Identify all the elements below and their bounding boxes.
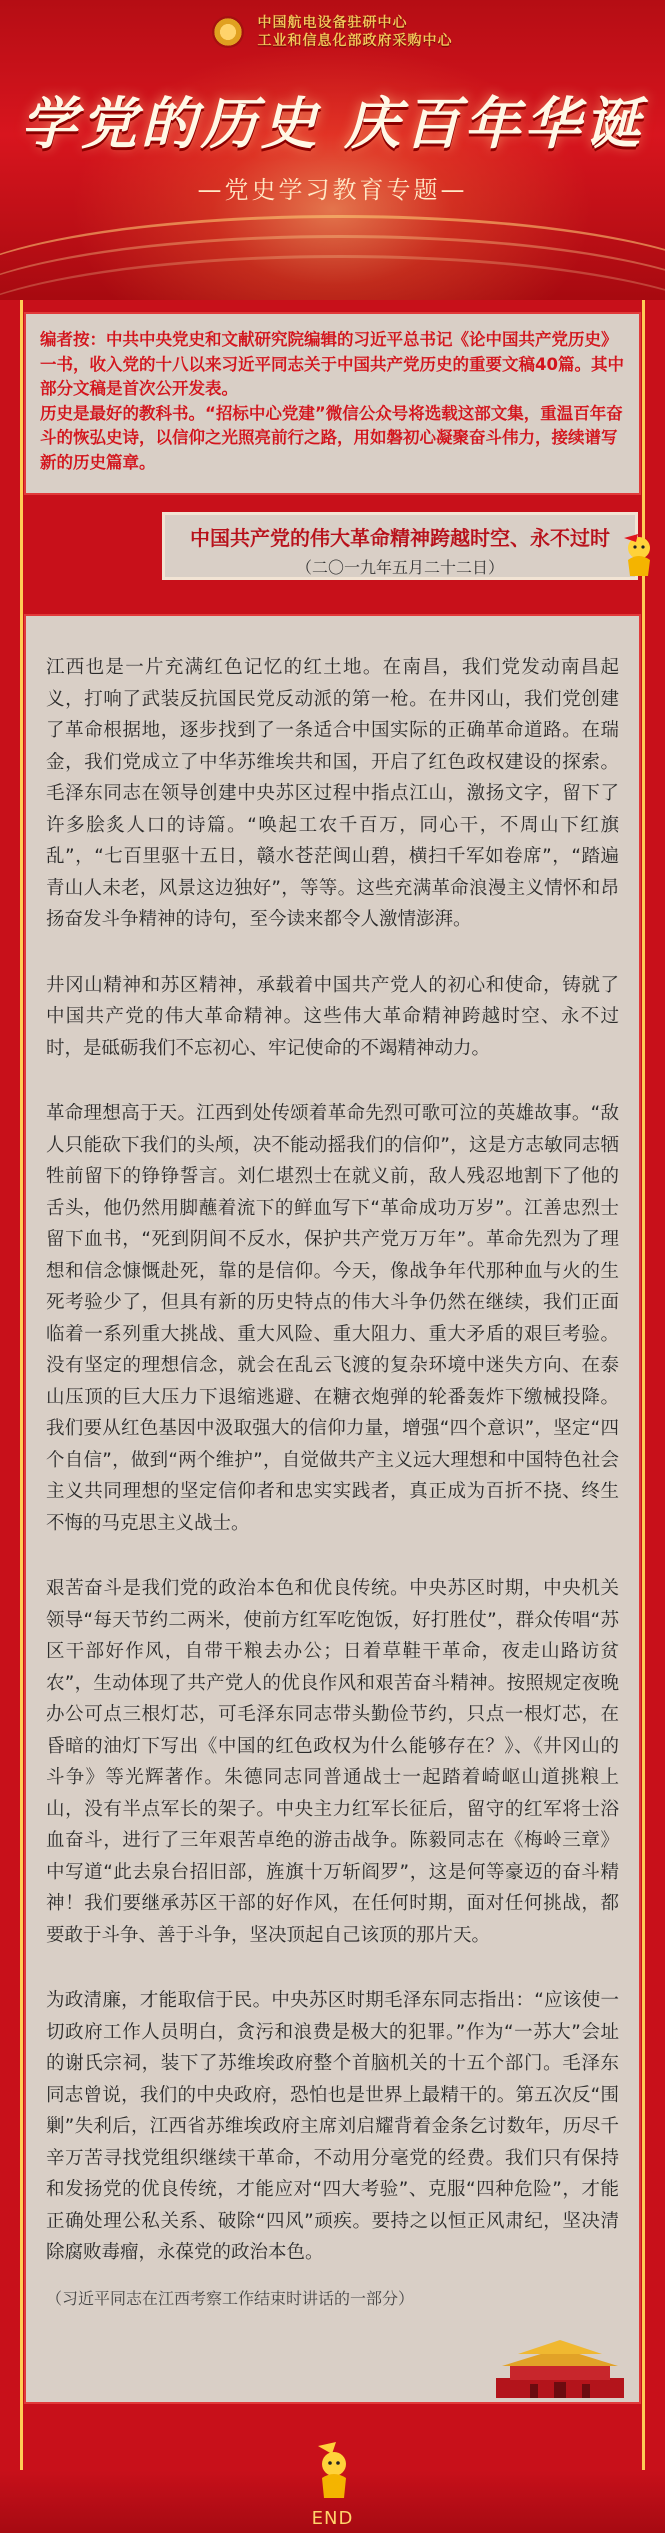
article-body xyxy=(24,614,641,2404)
speech-title-box xyxy=(160,510,640,582)
org-name-line1: 中国航电设备驻研中心 xyxy=(257,15,408,31)
end-label: END xyxy=(311,2508,354,2529)
article-paragraph: 为政清廉，才能取信于民。中央苏区时期毛泽东同志指出：“应该使一切政府工作人员明白，贪污和浪费是极大的犯罪。”作为“一苏大”会址的谢氏宗祠，装下了苏维埃政府整个首脑机关的十五个部门。毛泽东同志曾说，我们的中央政府，恐怕也是世界上最精干的。第五次反“围剿”失利后，江西省苏维埃政府主席刘启耀背着金条乞讨数年，历尽千辛万苦寻找党组织继续干革命，不动用分毫党的经费。我们只有保持和发扬党的优良传统，才能应对“四大考验”、克服“四种危险”，才能正确处理公私关系、破除“四风”顽疾。要持之以恒正风肃纪，坚决清除腐败毒瘤，永葆党的政治本色。 xyxy=(46,1990,619,2263)
page-subtitle: —党史学习教育专题— xyxy=(197,176,468,204)
editor-note-text: 编者按：中共中央党史和文献研究院编辑的习近平总书记《论中国共产党历史》一书，收入党的十八以来习近平同志关于中国共产党历史的重要文稿40篇。其中部分文稿是首次公开发表。 xyxy=(40,330,624,398)
source-note: （习近平同志在江西考察工作结束时讲话的一部分） xyxy=(46,2288,415,2308)
article-paragraph: 艰苦奋斗是我们党的政治本色和优良传统。中央苏区时期，中央机关领导“每天节约二两米，使前方红军吃饱饭，好打胜仗”，群众传唱“苏区干部好作风，自带干粮去办公；日着草鞋干革命，夜走山路访贫农”，生动体现了共产党人的优良作风和艰苦奋斗精神。按照规定夜晚办公可点三根灯芯，可毛泽东同志带头勤俭节约，只点一根灯芯，在昏暗的油灯下写出《中国的红色政权为什么能够存在？》、《井冈山的斗争》等光辉著作。朱德同志同普通战士一起踏着崎岖山道挑粮上山，没有半点军长的架子。中央主力红军长征后，留守的红军将士浴血奋斗，进行了三年艰苦卓绝的游击战争。陈毅同志在《梅岭三章》中写道“此去泉台招旧部，旌旗十万斩阎罗”，这是何等豪迈的奋斗精神！我们要继承苏区干部的好作风，在任何时期，面对任何挑战，都要敢于斗争、善于斗争，坚决顶起自己该顶的那片天。 xyxy=(46,1578,619,1946)
speech-title: 中国共产党的伟大革命精神跨越时空、永不过时 xyxy=(190,526,610,550)
article-paragraph: 江西也是一片充满红色记忆的红土地。在南昌，我们党发动南昌起义，打响了武装反抗国民党反动派的第一枪。在井冈山，我们党创建了革命根据地，逐步找到了一条适合中国实际的正确革命道路。在瑞金，我们党成立了中华苏维埃共和国，开启了红色政权建设的探索。毛泽东同志在领导创建中央苏区过程中指点江山，激扬文字，留下了许多脍炙人口的诗篇。“唤起工农千百万，同心干，不周山下红旗乱”，“七百里驱十五日，赣水苍茫闽山碧，横扫千军如卷席”，“踏遍青山人未老，风景这边独好”，等等。这些充满革命浪漫主义情怀和昂扬奋发斗争精神的诗句，至今读来都令人激情澎湃。 xyxy=(46,657,619,930)
org-name-line2: 工业和信息化部政府采购中心 xyxy=(257,33,453,49)
speech-date: （二〇一九年五月二十二日） xyxy=(295,558,504,577)
header-banner xyxy=(0,0,665,300)
end-mascot-icon xyxy=(312,2440,356,2500)
article-paragraph: 井冈山精神和苏区精神，承载着中国共产党人的初心和使命，铸就了中国共产党的伟大革命精神。这些伟大革命精神跨越时空、永不过时，是砥砺我们不忘初心、牢记使命的不竭精神动力。 xyxy=(46,974,619,1059)
editor-note xyxy=(24,312,641,495)
article-paragraph: 革命理想高于天。江西到处传颂着革命先烈可歌可泣的英雄故事。“敌人只能砍下我们的头颅，决不能动摇我们的信仰”，这是方志敏同志牺牲前留下的铮铮誓言。刘仁堪烈士在就义前，敌人残忍地割下了他的舌头，他仍然用脚蘸着流下的鲜血写下“革命成功万岁”。江善忠烈士留下血书，“死到阴间不反水，保护共产党万万年”。革命先烈为了理想和信念慷慨赴死，靠的是信仰。今天，像战争年代那种血与火的生死考验少了，但具有新的历史特点的伟大斗争仍然在继续，我们正面临着一系列重大挑战、重大风险、重大阻力、重大矛盾的艰巨考验。没有坚定的理想信念，就会在乱云飞渡的复杂环境中迷失方向、在泰山压顶的巨大压力下退缩逃避、在糖衣炮弹的轮番轰炸下缴械投降。我们要从红色基因中汲取强大的信仰力量，增强“四个意识”，坚定“四个自信”，做到“两个维护”，自觉做共产主义远大理想和中国特色社会主义共同理想的坚定信仰者和忠实实践者，真正成为百折不挠、终生不悔的马克思主义战士。 xyxy=(46,1103,619,1534)
organization-header xyxy=(0,14,665,50)
emblem-icon xyxy=(212,16,244,48)
tiananmen-icon xyxy=(490,2330,630,2400)
editor-note-text: 历史是最好的教科书。“招标中心党建”微信公众号将选载这部文集，重温百年奋斗的恢弘史诗，以信仰之光照亮前行之路，用如磐初心凝聚奋斗伟力，接续谱写新的历史篇章。 xyxy=(40,403,623,472)
page-title: 学党的历史 庆百年华诞 xyxy=(20,91,645,157)
mascot-icon xyxy=(620,530,658,578)
